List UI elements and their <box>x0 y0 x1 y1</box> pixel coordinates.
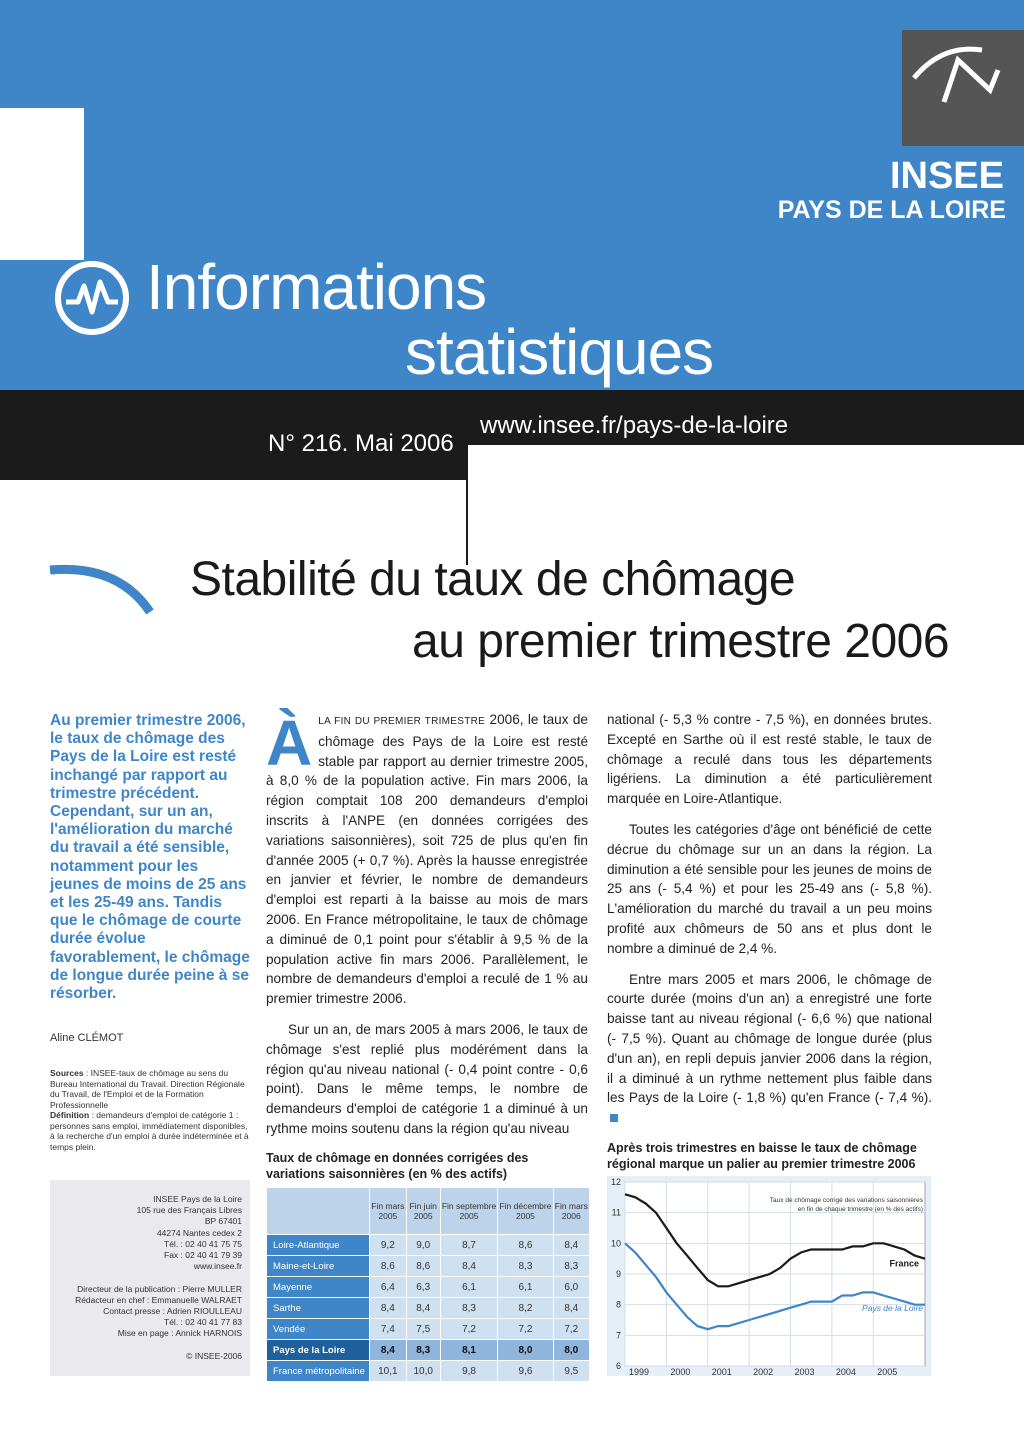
table-cell: 9,5 <box>553 1361 589 1382</box>
row-label: Vendée <box>267 1319 370 1340</box>
contact-line: 105 rue des Français Libres <box>136 1205 242 1216</box>
table-cell: 7,2 <box>498 1319 553 1340</box>
contact-line: INSEE Pays de la Loire <box>153 1194 242 1204</box>
table-cell: 6,1 <box>440 1277 498 1298</box>
table-cell: 7,2 <box>440 1319 498 1340</box>
table-cell: 8,3 <box>498 1256 553 1277</box>
table-cell: 6,4 <box>370 1277 407 1298</box>
row-label: Loire-Atlantique <box>267 1235 370 1256</box>
paragraph: Sur un an, de mars 2005 à mars 2006, le taux de chômage s'est replié plus modérément dans la région qu'au niveau national (- 0,4 point contre - 0,6 point). Dans le même temps, le nombre de demandeurs d'emploi de catégorie 1 a diminué à un rythme moins soutenu dans la région qu'au niveau <box>266 1021 588 1136</box>
definition-text: : demandeurs d'emploi de catégorie 1 : personnes sans emploi, immédiatement disponibles, à la recherche d'un emploi à durée indéterminée et à temps plein. <box>50 1110 249 1152</box>
arc-decoration <box>48 560 158 625</box>
paragraph: Entre mars 2005 et mars 2006, le chômage de courte durée (moins d'un an) a enregistré une forte baisse tant au niveau régional (- 6,6 %) que national (- 7,5 %). Quant au chômage de longue durée (plus d'un an), en repli depuis janvier 2006 dans la région, il a diminué à un rythme nettement plus faible dans les Pays de la Loire (- 1,8 %) qu'en France (- 7,4 %). <box>607 971 932 1106</box>
article-column <box>607 710 932 1139</box>
insee-logo <box>902 30 1024 146</box>
insee-logo-icon <box>902 30 1024 146</box>
y-tick-label: 9 <box>615 1269 621 1279</box>
contact-box <box>50 1180 250 1376</box>
table-cell: 6,0 <box>553 1277 589 1298</box>
legend-label-pays-de-la-loire: Pays de la Loire <box>862 1302 923 1313</box>
publication-title: statistiques <box>405 316 714 388</box>
contact-line: © INSEE-2006 <box>186 1350 242 1361</box>
drop-cap: À <box>266 707 313 779</box>
table-row <box>267 1235 590 1256</box>
y-tick-label: 11 <box>611 1207 621 1218</box>
article-title: au premier trimestre 2006 <box>412 615 950 668</box>
article-column <box>266 707 588 1150</box>
author: Aline CLÉMOT <box>50 1032 124 1044</box>
contact-line: Contact presse : Adrien RIOULLEAU <box>103 1306 242 1317</box>
lead-in: LA FIN DU PREMIER TRIMESTRE <box>318 716 486 727</box>
column-header: Fin décembre 2005 <box>498 1188 553 1235</box>
pulse-icon <box>52 258 132 343</box>
paragraph: Toutes les catégories d'âge ont bénéficié de cette décrue du chômage sur un an dans la région. La diminution a été sensible pour les jeunes de moins de 25 ans (- 5,4 %) et pour les 25-49 ans (- 5,8 %). L'amélioration du marché du travail a un peu moins profité aux chômeurs de 50 ans et plus dont le nombre a diminué de 2,4 %. <box>607 821 932 956</box>
table-cell: 8,3 <box>406 1340 440 1361</box>
table-cell: 8,3 <box>440 1298 498 1319</box>
table-cell: 9,0 <box>406 1235 440 1256</box>
chart-title: Après trois trimestres en baisse le taux de chômage régional marque un palier au premier trimestre 2006 <box>607 1141 917 1171</box>
chart-annotation: en fin de chaque trimestre (en % des actifs) <box>797 1206 923 1213</box>
table-title: Taux de chômage en données corrigées des variations saisonnières (en % des actifs) <box>266 1151 529 1181</box>
y-tick-label: 8 <box>615 1299 621 1310</box>
table-cell: 6,3 <box>406 1277 440 1298</box>
publication-title: Informations <box>146 251 487 323</box>
row-label: Mayenne <box>267 1277 370 1298</box>
contact-line: Mise en page : Annick HARNOIS <box>117 1328 242 1339</box>
issue-number: N° 216. Mai 2006 <box>268 430 454 457</box>
x-tick-label: 2000 <box>670 1367 691 1376</box>
table-cell: 8,4 <box>370 1340 407 1361</box>
table-cell: 8,6 <box>406 1256 440 1277</box>
table-row <box>267 1361 590 1382</box>
table-cell: 8,7 <box>440 1235 498 1256</box>
contact-line: Tél. : 02 40 41 75 75 <box>164 1238 242 1249</box>
table-cell: 7,5 <box>406 1319 440 1340</box>
header-block <box>84 108 424 390</box>
y-tick-label: 12 <box>610 1177 621 1187</box>
region-name: PAYS DE LA LOIRE <box>777 196 1006 224</box>
table-cell: 8,2 <box>498 1298 553 1319</box>
table-cell: 8,4 <box>553 1298 589 1319</box>
table-cell: 10,0 <box>406 1361 440 1382</box>
contact-line <box>50 1272 242 1283</box>
sources-note <box>50 1068 250 1152</box>
row-label: Pays de la Loire <box>267 1340 370 1361</box>
table-cell: 8,3 <box>553 1256 589 1277</box>
contact-line: Tél. : 02 40 41 77 83 <box>164 1317 242 1328</box>
column-header: Fin mars 2006 <box>553 1188 589 1235</box>
y-tick-label: 10 <box>610 1238 621 1249</box>
table-cell: 8,1 <box>440 1340 498 1361</box>
column-header: Fin juin 2005 <box>406 1188 440 1235</box>
x-tick-label: 2005 <box>877 1367 898 1376</box>
table-cell: 9,8 <box>440 1361 498 1382</box>
table-cell: 7,2 <box>553 1319 589 1340</box>
org-name: INSEE <box>889 155 1004 197</box>
definition-label: Définition <box>50 1110 90 1120</box>
contact-line: BP 67401 <box>204 1216 242 1227</box>
x-tick-label: 2002 <box>753 1367 774 1376</box>
end-mark <box>610 1114 618 1122</box>
x-tick-label: 2004 <box>835 1367 856 1376</box>
table-cell: 8,4 <box>553 1235 589 1256</box>
table-row <box>267 1277 590 1298</box>
unemployment-table <box>266 1187 590 1382</box>
row-label: Maine-et-Loire <box>267 1256 370 1277</box>
table-cell: 8,4 <box>440 1256 498 1277</box>
line-chart <box>607 1176 931 1376</box>
column-header: Fin septembre 2005 <box>440 1188 498 1235</box>
chart-annotation: Taux de chômage corrigé des variations saisonnières <box>769 1197 923 1204</box>
table-cell: 9,2 <box>370 1235 407 1256</box>
contact-line: Directeur de la publication : Pierre MULLER <box>77 1283 242 1294</box>
table-cell: 6,1 <box>498 1277 553 1298</box>
table-row <box>267 1256 590 1277</box>
contact-line: Fax : 02 40 41 79 39 <box>164 1250 242 1261</box>
contact-line: Rédacteur en chef : Emmanuelle WALRAET <box>75 1294 242 1305</box>
table-row <box>267 1319 590 1340</box>
table-cell: 9,6 <box>498 1361 553 1382</box>
table-cell: 8,6 <box>498 1235 553 1256</box>
y-tick-label: 6 <box>615 1361 621 1371</box>
table-row <box>267 1298 590 1319</box>
header-block <box>0 0 420 108</box>
sources-text: : INSEE-taux de chômage au sens du Bureau International du Travail. Direction Régionale du Travail, de l'Emploi et de la Formation Professionnelle <box>50 1068 245 1110</box>
row-label: France métropolitaine <box>267 1361 370 1382</box>
contact-line <box>50 1340 242 1351</box>
table-row <box>267 1340 590 1361</box>
table-cell: 8,0 <box>553 1340 589 1361</box>
table-cell: 8,4 <box>370 1298 407 1319</box>
column-header: Fin mars 2005 <box>370 1188 407 1235</box>
table-cell: 8,0 <box>498 1340 553 1361</box>
header-gap <box>0 108 84 260</box>
x-tick-label: 1999 <box>628 1367 650 1376</box>
sources-label: Sources <box>50 1068 84 1078</box>
paragraph: 2006, le taux de chômage des Pays de la Loire est resté stable par rapport au dernier trimestre 2005, à 8,0 % de la population active. Fin mars 2006, la région comptait 108 200 demandeurs d'emploi inscrits à l'ANPE (en données corrigées des variations saisonnières), soit 725 de plus qu'en fin d'année 2005 (+ 0,7 %). Après la hausse enregistrée en janvier et février, le nombre de demandeurs d'emploi est reparti à la baisse au mois de mars 2006. En France métropolitaine, le taux de chômage a diminué de 0,1 point pour s'établir à 9,5 % de la population active fin mars 2006. Parallèlement, le nombre de demandeurs d'emploi a reculé de 1 % au premier trimestre 2006. <box>266 712 588 1007</box>
table-cell: 10,1 <box>370 1361 407 1382</box>
legend-label-france: France <box>889 1258 919 1269</box>
article-title: Stabilité du taux de chômage <box>190 553 796 606</box>
article-summary: Au premier trimestre 2006, le taux de chômage des Pays de la Loire est resté inchangé par rapport au trimestre précédent. Cependant, sur un an, l'amélioration du marché du travail a été sensible, notamment pour les jeunes de moins de 25 ans et les 25-49 ans. Tandis que le chômage de courte durée évolue favorablement, le chômage de longue durée peine à se résorber. <box>50 712 250 1003</box>
table-corner <box>267 1188 370 1235</box>
x-tick-label: 2003 <box>794 1367 815 1376</box>
paragraph: national (- 5,3 % contre - 7,5 %), en données brutes. Excepté en Sarthe où il est resté stable, le taux de chômage a reculé dans tous les départements ligériens. La diminution a été particulièrement marquée en Loire-Atlantique. <box>607 712 932 807</box>
contact-line: www.insee.fr <box>193 1261 242 1272</box>
row-label: Sarthe <box>267 1298 370 1319</box>
divider <box>466 445 468 565</box>
table-cell: 7,4 <box>370 1319 407 1340</box>
website-link[interactable]: www.insee.fr/pays-de-la-loire <box>480 412 789 439</box>
table-cell: 8,4 <box>406 1298 440 1319</box>
y-tick-label: 7 <box>615 1330 621 1341</box>
contact-line: 44274 Nantes cedex 2 <box>156 1227 242 1238</box>
x-tick-label: 2001 <box>711 1367 732 1376</box>
table-cell: 8,6 <box>370 1256 407 1277</box>
